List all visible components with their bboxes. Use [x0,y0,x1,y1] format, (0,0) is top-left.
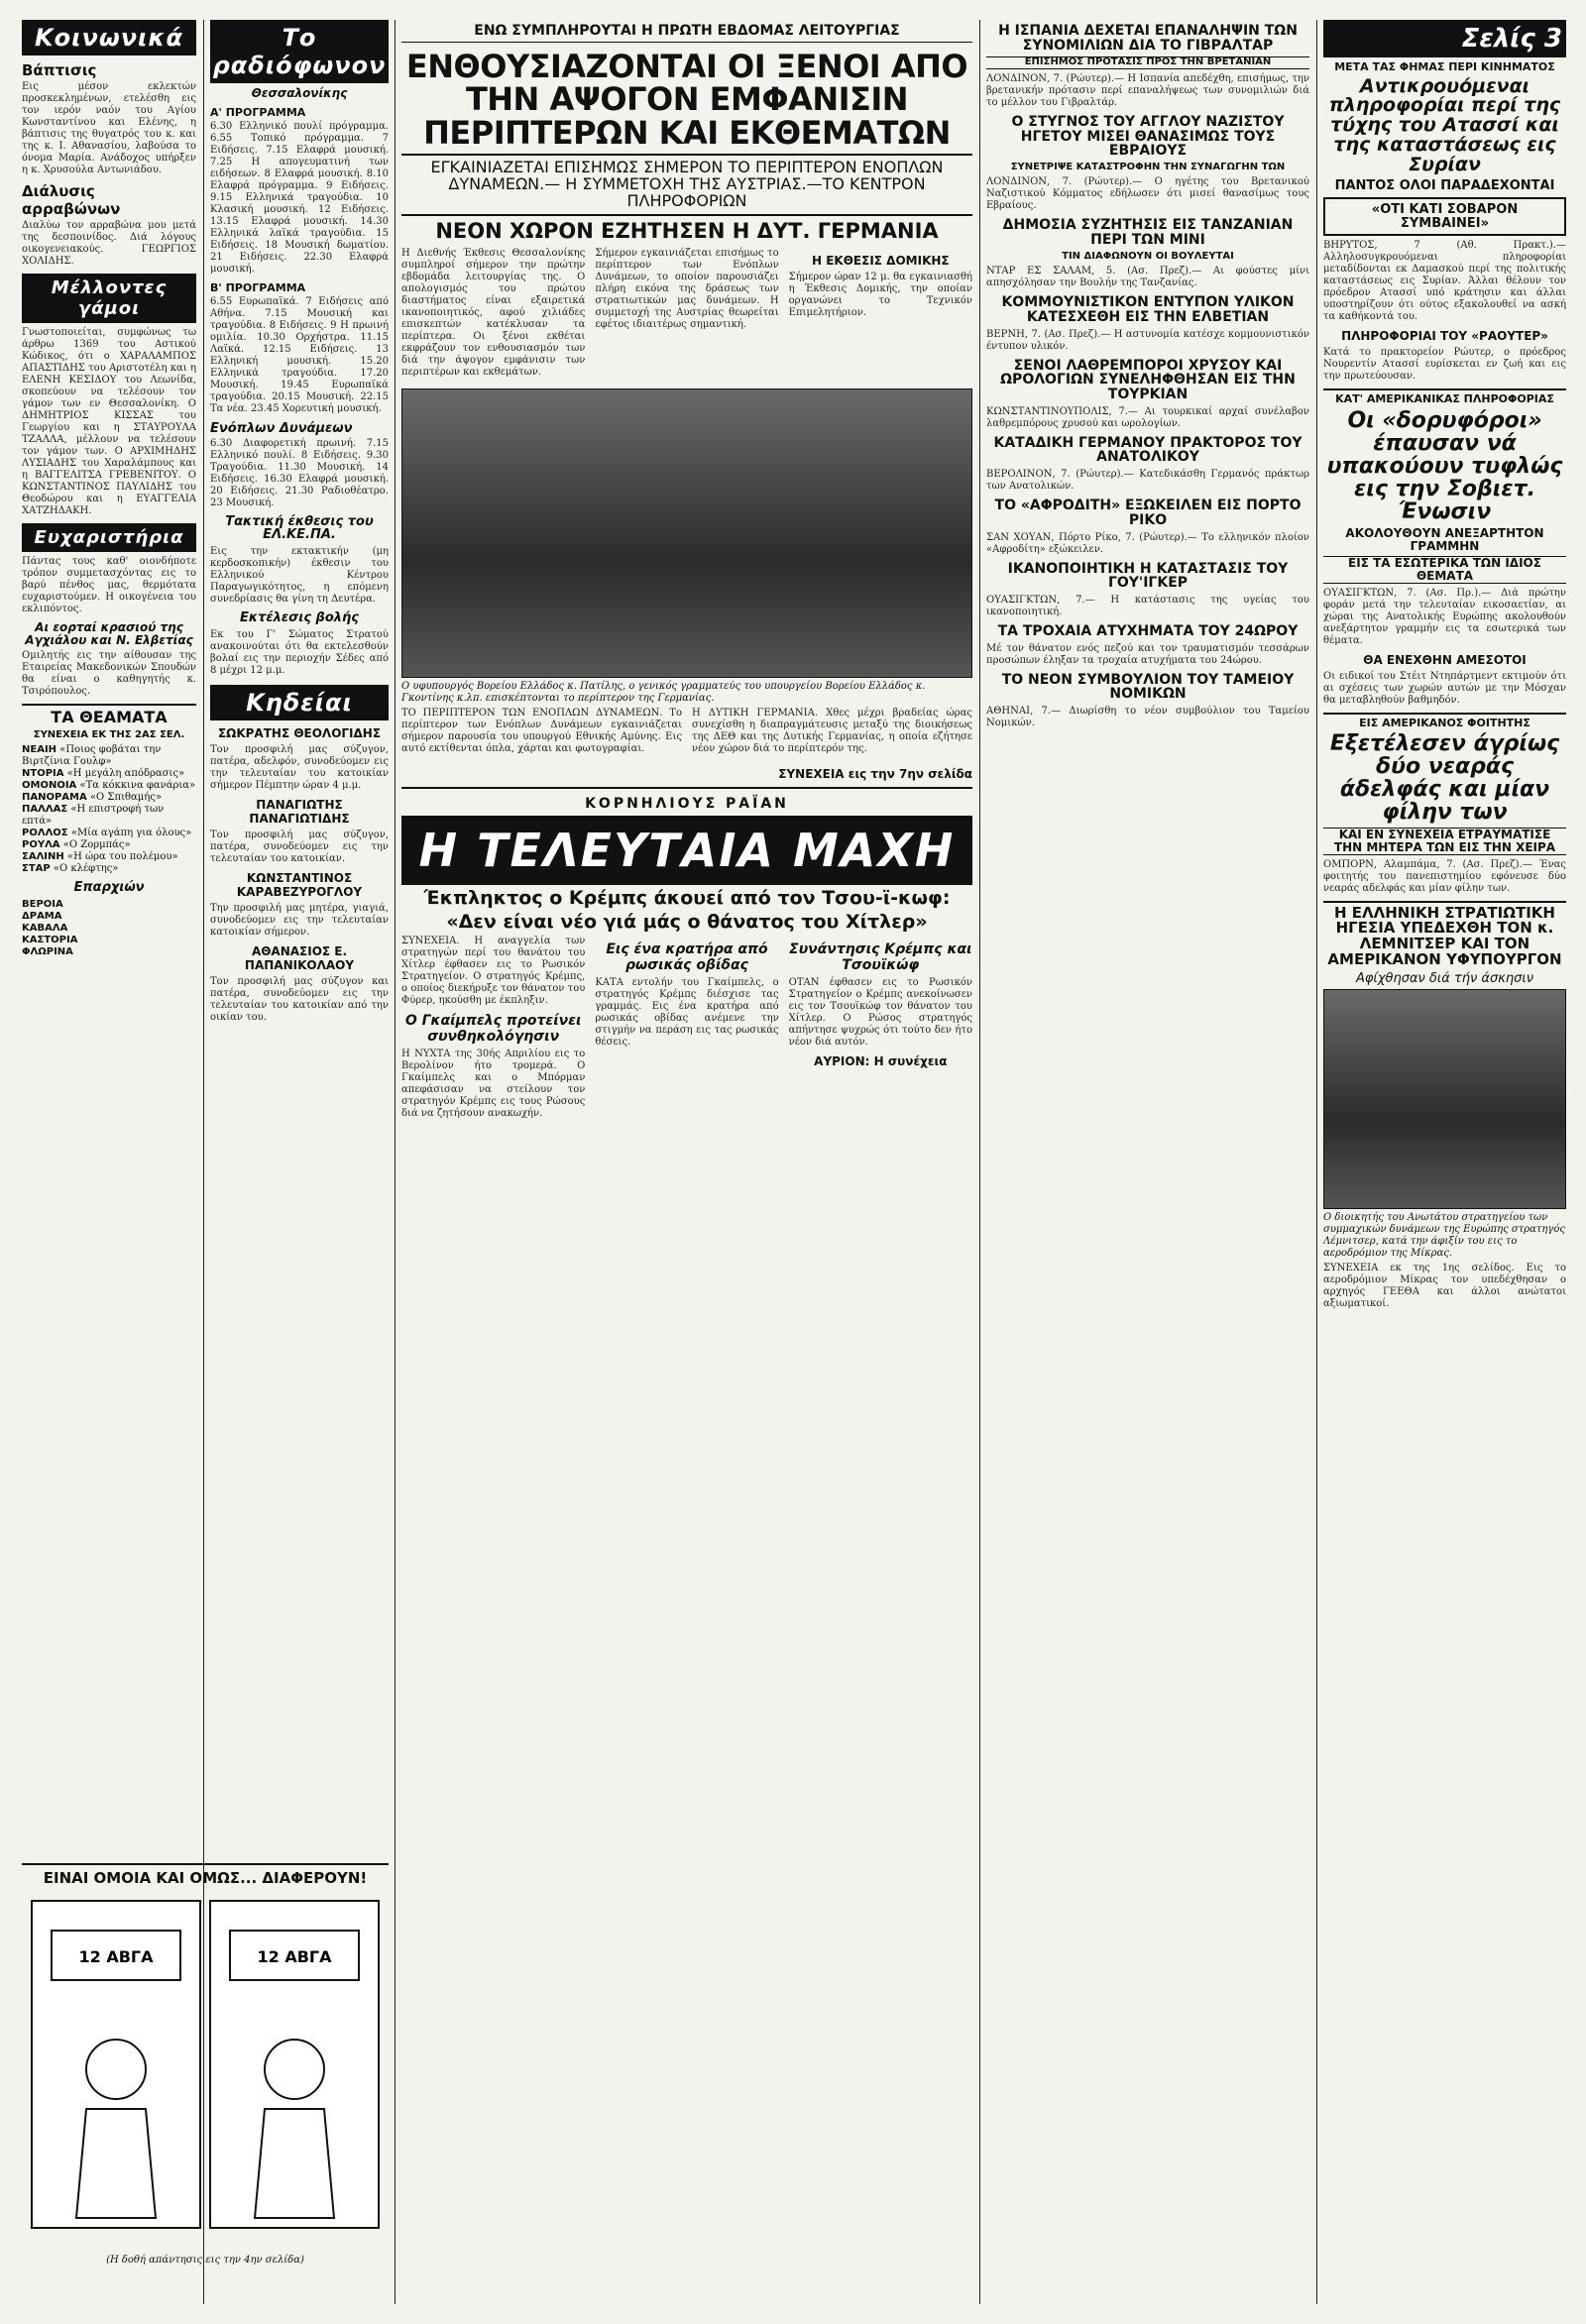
article-text: ΚΑΤΑ εντολήν του Γκαίμπελς, ο στρατηγός Κρέμπς διέσχισε τας γραμμάς. Εις ένα κρατήρα από ρωσικάς οβίδας ανέμενε την στιγμήν να περάση εις τας ρωσικάς θέσεις. [595,977,779,1049]
news-headline: Οι «δορυφόροι» έπαυσαν νά υπακούουν τυφλώς εις την Σοβιετ. Ένωσιν [1326,407,1563,525]
cartoon [22,1863,389,2301]
list-item: ΟΜΟΝΟΙΑ «Τα κόκκινα φανάρια» [22,780,196,792]
news-headline: Ο ΣΤΥΓΝΟΣ ΤΟΥ ΑΓΓΛΟΥ ΝΑΖΙΣΤΟΥ ΗΓΕΤΟΥ ΜΙΣΕΙ ΘΑΝΑΣΙΜΩΣ ΤΟΥΣ ΕΒΡΑΙΟΥΣ [1011,113,1285,160]
news-kicker: ΚΑΤ' ΑΜΕΡΙΚΑΝΙΚΑΣ ΠΛΗΡΟΦΟΡΙΑΣ [1323,388,1566,405]
province-title: Επαρχιών [73,880,145,896]
continue-note: ΣΥΝΕΧΕΙΑ εις την 7ην σελίδα [778,766,972,781]
tactic-title: Τακτική έκθεσις του ΕΛ.ΚΕ.ΠΑ. [225,513,374,543]
news-quote: «ΟΤΙ ΚΑΤΙ ΣΟΒΑΡΟΝ ΣΥΜΒΑΙΝΕΙ» [1323,197,1566,236]
news-text: ΛΟΝΔΙΝΟΝ, 7. (Ρώυτερ).— Ο ηγέτης του Βρετανικού Ναζιστικού Κόμματος εδήλωσεν ότι μισεί θανασίμως τους Εβραίους. [986,176,1309,212]
news-subhead: ΠΛΗΡΟΦΟΡΙΑΙ ΤΟΥ «ΡΑΟΥΤΕΡ» [1341,329,1548,344]
column-rule [979,20,980,2304]
list-item: ΦΛΩΡΙΝΑ [22,946,73,958]
news-text: ΣΥΝΕΧΕΙΑ εκ της 1ης σελίδος. Εις το αεροδρόμιον Μίκρας τον υπεδέχθησαν ο αρχηγός ΓΕΕΘΑ και άλλοι ανώτατοι αξιωματικοί. [1323,1263,1566,1310]
article-text: ΤΟ ΠΕΡΙΠΤΕΡΟΝ ΤΩΝ ΕΝΟΠΛΩΝ ΔΥΝΑΜΕΩΝ. Το περίπτερον των Ενόπλων Δυνάμεων εγκαινιάζεται σήμερον παρουσία του υπουργού Εθνικής Αμύνης. Εις αυτό εκτίθενται όπλα, χάρται και φωτογραφίαι. [401,707,682,754]
fair-photo-caption: Ο υφυπουργός Βορείου Ελλάδος κ. Πατίλης, ο γενικός γραμματεύς του υπουργείου Βορείου Ελλάδος κ. Γκοντίνης κ.λπ. επισκέπτονται το περίπτερον της Γερμανίας. [401,680,926,704]
tactic-text: Εις την εκτακτικήν (μη κερδοσκοπικήν) έκθεσιν του Ελληνικού Κέντρου Παραγωγικότητος, η επόμενη συνεδρίασις θα γίνη τη Δευτέρα. [210,545,389,605]
news-headline: ΔΗΜΟΣΙΑ ΣΥΖΗΤΗΣΙΣ ΕΙΣ ΤΑΝΖΑΝΙΑΝ ΠΕΡΙ ΤΩΝ ΜΙΝΙ [1002,217,1294,249]
serial [401,787,972,1127]
list-item: ΚΑΣΤΟΡΙΑ [22,935,78,946]
article-text: ΟΤΑΝ έφθασεν εις το Ρωσικόν Στρατηγείον ο Κρέμπς ανεκοίνωσεν εις τον Τσουϊκώφ τον θάνατον του Χίτλερ. Ο Ρώσος στρατηγός απήντησε ψυχρώς ότι τούτο δεν ήτο νέον διά αυτόν. [788,977,972,1049]
list-item: ΔΡΑΜΑ [22,911,62,923]
serial-next: ΑΥΡΙΟΝ: Η συνέχεια [814,1054,948,1069]
list-item: ΠΑΝΟΡΑΜΑ «Ο Σπιθαμής» [22,792,162,804]
news-text: ΚΩΝΣΤΑΝΤΙΝΟΥΠΟΛΙΣ, 7.— Αι τουρκικαί αρχαί συνέλαβον λαθρεμπόρους χρυσού και ωρολογίων. [986,405,1309,429]
news-headline: ΚΑΤΑΔΙΚΗ ΓΕΡΜΑΝΟΥ ΠΡΑΚΤΟΡΟΣ ΤΟΥ ΑΝΑΤΟΛΙΚΟΥ [993,434,1303,466]
serial-title: Η ΤΕΛΕΥΤΑΙΑ ΜΑΧΗ [401,816,972,885]
news-subhead: ΤΙΝ ΔΙΑΦΩΝΟΥΝ ΟΙ ΒΟΥΛΕΥΤΑΙ [1062,250,1234,262]
cartoon-sign-left: 12 ΑΒΓΑ [78,1946,154,1966]
cartoon-sign-right: 12 ΑΒΓΑ [257,1946,332,1966]
arrival-photo [1323,989,1566,1209]
news-deck: ΑΚΟΛΟΥΘΟΥΝ ΑΝΕΞΑΡΤΗΤΟΝ ΓΡΑΜΜΗΝ [1345,526,1544,553]
box-title: Η ΕΚΘΕΣΙΣ ΔΟΜΙΚΗΣ [812,253,950,268]
section-text: Εις μέσον εκλεκτών προσκεκλημένων, ετελέσθη εις τον ιερόν ναόν του Αγίου Κωνσταντίνου και Ελένης, η βάπτισις της θυγατρός του κ. και της κ. Ι. Αθανασίου, λαβούσα το όνομα Μαρία. Ανάδοχος υπήρξεν η κ. Χρυσούλα Αντωνιάδου. [22,81,196,175]
news-text: ΛΟΝΔΙΝΟΝ, 7. (Ρώυτερ).— Η Ισπανία απεδέχθη, επισήμως, την βρετανικήν πρότασιν περί επαναλήψεως των συνομιλιών διά το μέλλον του Γιβραλτάρ. [986,72,1309,108]
news-text: Οι ειδικοί του Στέιτ Ντηπάρτμεντ εκτιμούν ότι αι σχέσεις των χωρών αυτών με την Μόσχαν θα μεταβληθούν βαθμηδόν. [1323,670,1566,706]
news-text: ΝΤΑΡ ΕΣ ΣΑΛΑΜ, 5. (Ασ. Πρεζ).— Αι φούστες μίνι απησχόλησαν την Βουλήν της Τανζανίας. [986,266,1309,289]
news-text: ΟΥΑΣΙΓΚΤΩΝ, 7. (Ασ. Πρ.).— Διά πρώτην φοράν μετά την τελευταίαν εικοσαετίαν, αι χώραι της Ανατολικής Ευρώπης ακολουθούν ανεξάρτητον γραμμήν εις τα εσωτερικά των θέματα. [1323,587,1566,646]
article-text: ΣΥΝΕΧΕΙΑ. Η αναγγελία των στρατηγών περί του θανάτου του Χίτλερ έφθασεν εις το Ρωσικόν Στρατηγείον. Ο στρατηγός Κρέμπς, ο οποίος διεκήρυξε τον θάνατον του Φύρερ, ηκούσθη με έκπληξιν. [401,936,586,1007]
main-headline: ΕΝΘΟΥΣΙΑΖΟΝΤΑΙ ΟΙ ΞΕΝΟΙ ΑΠΟ ΤΗΝ ΑΨΟΓΟΝ ΕΜΦΑΝΙΣΙΝ ΠΕΡΙΠΤΕΡΩΝ ΚΑΙ ΕΚΘΕΜΑΤΩΝ [405,47,968,152]
funerals-header: Κηδείαι [210,685,389,720]
funeral-name: ΣΩΚΡΑΤΗΣ ΘΕΟΛΟΓΙΔΗΣ [217,725,382,740]
news-headline: ΤΟ ΝΕΟΝ ΣΥΜΒΟΥΛΙΟΝ ΤΟΥ ΤΑΜΕΙΟΥ ΝΟΜΙΚΩΝ [1001,671,1295,703]
article-text: Η ΔΥΤΙΚΗ ΓΕΡΜΑΝΙΑ. Χθες μέχρι βραδείας ώρας συνεχίσθη η διαπραγμάτευσις μεταξύ της διοικήσεως της ΔΕΘ και της Δυτικής Γερμανίας, η οποία εζήτησε νέον χώρον διά το περίπτερόν της. [692,707,972,754]
news-subhead: ΘΑ ΕΝΕΧΘΗΝ ΑΜΕΣΟΤΟΙ [1363,652,1527,667]
news-deck: Αφίχθησαν διά τήν άσκησιν [1355,970,1534,986]
box-text: Σήμερον ώραν 12 μ. θα εγκαινιασθή η Έκθεσις Δομικής, την οποίαν οργανώνει το Τεχνικόν Επιμελητήριον. [788,271,972,318]
list-item: ΡΟΛΛΟΣ «Μία αγάπη για όλους» [22,828,192,839]
news-text: ΒΕΡΟΛΙΝΟΝ, 7. (Ρώυτερ).— Κατεδικάσθη Γερμανός πράκτωρ των Ανατολικών. [986,469,1309,493]
article-text: Η ΝΥΧΤΑ της 30ής Απριλίου εις το Βερολίνον ήτο τρομερά. Ο Γκαίμπελς και ο Μπόρμαν απεφάσισαν να στείλουν τον στρατηγόν Κρέμπς εις τους Ρώσους διά να ζητήσουν ανακωχήν. [401,1049,586,1120]
news-text: ΣΑΝ ΧΟΥΑΝ, Πόρτο Ρίκο, 7. (Ρώυτερ).— Το ελληνικόν πλοίον «Αφροδίτη» εξώκειλεν. [986,531,1309,555]
section-text: Πάντας τους καθ' οιονδήποτε τρόπον συμμετασχόντας εις το βαρύ πένθος μας, θερμότατα ευχαριστούμεν. Η οικογένεια του εκλιπόντος. [22,556,196,614]
program-b-title: Β' ΠΡΟΓΡΑΜΜΑ [210,280,306,294]
funeral-name: ΠΑΝΑΓΙΩΤΗΣ ΠΑΝΑΓΙΩΤΙΔΗΣ [249,797,350,826]
news-deck: ΚΑΙ ΕΝ ΣΥΝΕΧΕΙΑ ΕΤΡΑΥΜΑΤΙΣΕ ΤΗΝ ΜΗΤΕΡΑ ΤΩΝ ΕΙΣ ΤΗΝ ΧΕΙΡΑ [1323,828,1566,854]
section-title: Διάλυσις αρραβώνων [22,182,121,218]
cartoon-caption: (Η δοθή απάντησις εις την 4ην σελίδα) [106,2254,304,2266]
program-b-text: 6.55 Ευρωπαϊκά. 7 Ειδήσεις από Αθήνα. 7.15 Μουσική και τραγούδια. 8 Ειδήσεις. 9 Η πρωινή ομιλία. 10.30 Ορχήστρα. 11.15 Λαϊκά. 12.15 Ειδήσεις. 13 Ελληνική μουσική. 15.20 Ελληνικά τραγούδια. 17.20 Μουσική. 19.45 Ευρωπαϊκά τραγούδια. 20.15 Μουσική. 22.15 Τα νέα. 23.45 Χορευτική μουσική. [210,295,389,414]
serial-heading: Συνάντησις Κρέμπς και Τσουϊκώφ [789,941,972,974]
news-text: ΟΜΠΟΡΝ, Αλαμπάμα, 7. (Ασ. Πρεζ).— Ένας φοιτητής του πανεπιστημίου εφόνευσε δύο νεαράς αδελφάς και μίαν φίλην των. [1323,858,1566,894]
funeral-name: ΑΘΑΝΑΣΙΟΣ Ε. ΠΑΠΑΝΙΚΟΛΑΟΥ [244,943,355,972]
section-title: Βάπτισις [22,61,97,79]
news-headline: ΣΕΝΟΙ ΛΑΘΡΕΜΠΟΡΟΙ ΧΡΥΣΟΥ ΚΑΙ ΩΡΟΛΟΓΙΩΝ ΣΥΝΕΛΗΦΘΗΣΑΝ ΕΙΣ ΤΗΝ ΤΟΥΡΚΙΑΝ [1000,357,1296,403]
section-text: Διαλύω τον αρραβώνα μου μετά της δεσποινίδος. Διά λόγους οικογενειακούς. ΓΕΩΡΓΙΟΣ ΧΟΛΙΔΗΣ. [22,220,196,267]
armed-forces-title: Ενόπλων Δυνάμεων [210,420,353,436]
list-item: ΝΤΟΡΙΑ «Η μεγάλη απόδρασις» [22,768,185,780]
serial-heading: Εις ένα κρατήρα από ρωσικάς οβίδας [606,941,768,974]
feast-text: Ομιλητής εις την αίθουσαν της Εταιρείας Μακεδονικών Σπουδών θα είναι ο καθηγητής κ. Τσιρόπουλος. [22,650,196,698]
serial-sub1: Έκπληκτος ο Κρέμπς άκουεί από τον Τσου-ϊ-κωφ: [423,886,951,909]
list-item: ΣΑΛΙΝΗ «Η ώρα του πολέμου» [22,851,178,863]
column-main [401,20,972,2304]
funeral-text: Τον προσφιλή μας σύζυγον, πατέρα, αδελφόν, συνοδεύομεν εις την τελευταίαν του κατοικίαν σήμερον Πέμπτην ώραν 4 μ.μ. [210,743,389,791]
main-deck: ΕΓΚΑΙΝΙΑΖΕΤΑΙ ΕΠΙΣΗΜΩΣ ΣΗΜΕΡΟΝ ΤΟ ΠΕΡΙΠΤΕΡΟΝ ΕΝΟΠΛΩΝ ΔΥΝΑΜΕΩΝ.— Η ΣΥΜΜΕΤΟΧΗ ΤΗΣ ΑΥΣΤΡΙΑΣ.—ΤΟ ΚΕΝΤΡΟΝ ΠΛΗΡΟΦΟΡΙΩΝ [401,154,972,215]
article-text: Σήμερον εγκαινιάζεται επισήμως το περίπτερον των Ενόπλων Δυνάμεων, το οποίον παρουσιάζει πλήρη εικόνα της δράσεως των στρατιωτικών μας δυνάμεων. Η συμμετοχή της Αυστρίας θεωρείται εφέτος ιδιαιτέρως σημαντική. [595,247,779,330]
funeral-text: Την προσφιλή μας μητέρα, γιαγιά, συνοδεύομεν εις την τελευταίαν κατοικίαν σήμερον. [210,902,389,938]
column-foreign [1323,20,1566,2304]
news-text: ΑΘΗΝΑΙ, 7.— Διωρίσθη το νέον συμβούλιον του Ταμείου Νομικών. [986,705,1309,728]
article-text: Η Διεθνής Έκθεσις Θεσσαλονίκης συμπληροί σήμερον την πρώτην εβδομάδα λειτουργίας της. Ο απολογισμός του πρώτου διαστήματος είναι εξαιρετικά ικανοποιητικός, αφού χιλιάδες επισκεπτών κατέκλυσαν τα περίπτερα. Οι ξένοι εκθέται εκφράζουν τον ενθουσιασμόν των διά την άψογον εμφάνισιν των περιπτέρων και εκθεμάτων. [401,247,586,378]
news-text: ΒΗΡΥΤΟΣ, 7 (Αθ. Πρακτ.).— Αλληλοσυγκρουόμεναι πληροφορίαι μεταδίδονται εκ Δαμασκού περί της πολιτικής καταστάσεως εις Συρίαν. Άλλαι θέλουν τον πρόεδρον Ατασσί υπό κράτησιν και άλλαι υποστηρίζουν ότι ούτος εξακολουθεί να ασκή τα καθήκοντά του. [1323,240,1566,323]
news-kicker: ΜΕΤΑ ΤΑΣ ΦΗΜΑΣ ΠΕΡΙ ΚΙΝΗΜΑΤΟΣ [1334,60,1555,73]
column-rule [395,20,396,2304]
arrival-photo-caption: Ο διοικητής του Ανωτάτου στρατηγείου των συμμαχικών δυνάμεων της Ευρώπης στρατηγός Λέμνιτσερ, κατά την άφιξίν του εις το αεροδρόμιον της Μίκρας. [1323,1212,1565,1260]
page-number: Σελίς 3 [1323,20,1566,57]
funeral-text: Τον προσφιλή μας σύζυγον και πατέρα, συνοδεύομεν εις την τελευταίαν του κατοικίαν από την οικίαν του. [210,975,389,1023]
list-item: ΠΑΛΛΑΣ «Η επιστροφή των επτά» [22,804,165,828]
section-text: Γνωστοποιείται, συμφώνως τω άρθρω 1369 του Αστικού Κώδικος, ότι ο ΧΑΡΑΛΑΜΠΟΣ ΑΠΑΣΤΙΔΗΣ του Αριστοτέλη και η ΕΛΕΝΗ ΚΕΣΙΔΟΥ του Λεωνίδα, σκοπεύουν να τελέσουν τον γάμον των εν Θεσσαλονίκη. Ο ΔΗΜΗΤΡΙΟΣ ΚΙΣΣΑΣ του Γεωργίου και η ΣΤΑΥΡΟΥΛΑ ΤΖΑΛΛΑ, μέλλουν να τελέσουν τον γάμον των. Ο ΑΡΧΙΜΗΔΗΣ ΛΥΣΙΑΔΗΣ του Χαραλάμπους και η ΒΑΓΓΕΛΙΤΣΑ ΓΡΕΒΕΝΙΤΟΥ. Ο ΚΩΝΣΤΑΝΤΙΝΟΣ ΠΑΥΛΙΔΗΣ του Θεοδώρου και η ΕΥΑΓΓΕΛΙΑ ΧΑΤΖΗΔΑΚΗ. [22,327,196,516]
funeral-text: Τον προσφιλή μας σύζυγον, πατέρα, συνοδεύομεν εις την τελευταίαν του κατοικίαν. [210,829,389,864]
theatres-subtitle: ΣΥΝΕΧΕΙΑ ΕΚ ΤΗΣ 2ΑΣ ΣΕΛ. [33,728,185,740]
radio-subheader: Θεσσαλονίκης [251,86,348,100]
feast-title: Αι εορταί κρασιού της Αγχιάλου και Ν. Ελβετίας [25,620,193,647]
news-headline: Η ΕΛΛΗΝΙΚΗ ΣΤΡΑΤΙΩΤΙΚΗ ΗΓΕΣΙΑ ΥΠΕΔΕΧΘΗ ΤΟΝ κ. ΛΕΜΝΙΤΣΕΡ ΚΑΙ ΤΟΝ ΑΜΕΡΙΚΑΝΟΝ ΥΦΥΠΟΥΡΓΟΝ [1323,901,1566,968]
theatres-title: ΤΑ ΘΕΑΜΑΤΑ [22,704,196,726]
column-radio [210,20,389,1848]
society-header: Κοινωνικά [22,20,196,55]
news-headline: ΤΟ «ΑΦΡΟΔΙΤΗ» ΕΞΩΚΕΙΛΕΝ ΕΙΣ ΠΟΡΤΟ ΡΙΚΟ [994,498,1302,528]
news-headline: ΙΚΑΝΟΠΟΙΗΤΙΚΗ Η ΚΑΤΑΣΤΑΣΙΣ ΤΟΥ ΓΟΥ'ΙΓΚΕΡ [1007,560,1289,592]
exec-text: Εκ του Γ' Σώματος Στρατού ανακοινούται ότι θα εκτελεσθούν βολαί εις την περιοχήν Σέδες από 8 μέχρι 12 μ.μ. [210,628,389,676]
cartoon-drawing [22,1891,389,2248]
main-subhead: ΝΕΟΝ ΧΩΡΟΝ ΕΖΗΤΗΣΕΝ Η ΔΥΤ. ΓΕΡΜΑΝΙΑ [435,218,939,243]
news-headline: ΚΟΜΜΟΥΝΙΣΤΙΚΟΝ ΕΝΤΥΠΟΝ ΥΛΙΚΟΝ ΚΑΤΕΣΧΕΘΗ ΕΙΣ ΤΗΝ ΕΛΒΕΤΙΑΝ [1001,294,1295,325]
news-text: ΟΥΑΣΙΓΚΤΩΝ, 7.— Η κατάστασις της υγείας του ικανοποιητική. [986,594,1309,617]
list-item: ΒΕΡΟΙΑ [22,899,63,911]
serial-heading: Ο Γκαίμπελς προτείνει συνθηκολόγησιν [404,1013,582,1046]
program-a-title: Α' ΠΡΟΓΡΑΜΜΑ [210,105,306,119]
radio-header: Το ραδιόφωνον [210,20,389,83]
thanks-header: Ευχαριστήρια [22,523,196,552]
news-deck: ΠΑΝΤΟΣ ΟΛΟΙ ΠΑΡΑΔΕΧΟΝΤΑΙ [1334,178,1555,194]
news-text: Μέ τον θάνατον ενός πεζού και τον τραυματισμόν τεσσάρων προσώπων έληξαν τα τροχαία ατυχήματα του 24ώρου. [986,642,1309,666]
news-headline: Αντικρουόμεναι πληροφορίαι περί της τύχης του Ατασσί και της καταστάσεως εις Συρίαν [1328,74,1561,176]
news-text: Κατά το πρακτορείον Ρώυτερ, ο πρόεδρος Νουρεντίν Ατασσί ευρίσκεται εν ζωή και εις την πρωτεύουσαν. [1323,347,1566,383]
news-kicker: ΕΙΣ ΑΜΕΡΙΚΑΝΟΣ ΦΟΙΤΗΤΗΣ [1323,713,1566,729]
list-item: ΝΕΑΙΗ «Ποιος φοβάται την Βιρτζίνια Γουλφ» [22,744,162,768]
list-item: ΡΟΥΛΑ «Ο Ζορμπάς» [22,839,131,851]
serial-sub2: «Δεν είναι νέο γιά μάς ο θάνατος του Χίτλερ» [446,910,928,933]
news-headline: Η ΙΣΠΑΝΙΑ ΔΕΧΕΤΑΙ ΕΠΑΝΑΛΗΨΙΝ ΤΩΝ ΣΥΝΟΜΙΛΙΩΝ ΔΙΑ ΤΟ ΓΙΒΡΑΛΤΑΡ [998,23,1298,54]
column-rule [1316,20,1317,2304]
news-headline: ΤΑ ΤΡΟΧΑΙΑ ΑΤΥΧΗΜΑΤΑ ΤΟΥ 24ΩΡΟΥ [997,622,1299,639]
column-world [986,20,1309,2304]
armed-forces-text: 6.30 Διαφορετική πρωινή. 7.15 Ελληνικό πουλί. 8 Ειδήσεις. 9.30 Τραγούδια. 11.30 Μουσική. 14 Ειδήσεις. 16.30 Ελαφρά μουσική. 20 Ειδήσεις. 21.30 Ραδιοθέατρο. 23 Μουσική. [210,437,389,508]
cartoon-title: ΕΙΝΑΙ ΟΜΟΙΑ ΚΑΙ ΟΜΩΣ... ΔΙΑΦΕΡΟΥΝ! [43,1869,368,1887]
main-kicker: ΕΝΩ ΣΥΜΠΛΗΡΟΥΤΑΙ Η ΠΡΩΤΗ ΕΒΔΟΜΑΣ ΛΕΙΤΟΥΡΓΙΑΣ [401,24,972,43]
weddings-header: Μέλλοντες γάμοι [22,274,196,323]
serial-author: ΚΟΡΝΗΛΙΟΥΣ ΡΑΪΑΝ [585,795,789,812]
fair-photo [401,388,972,678]
exec-title: Εκτέλεσις βολής [240,609,359,625]
list-item: ΚΑΒΑΛΑ [22,923,68,935]
news-deck: ΕΙΣ ΤΑ ΕΣΩΤΕΡΙΚΑ ΤΩΝ ΙΔΙΟΣ ΘΕΜΑΤΑ [1323,556,1566,583]
funeral-name: ΚΩΝΣΤΑΝΤΙΝΟΣ ΚΑΡΑΒΕΖΥΡΟΓΛΟΥ [236,870,363,899]
theatres-list [22,744,196,875]
program-a-text: 6.30 Ελληνικό πουλί πρόγραμμα. 6.55 Τοπικό πρόγραμμα. 7 Ειδήσεις. 7.15 Ελαφρά μουσική. 7.25 Η απογευματινή των ειδήσεων. 8 Ελαφρά μουσική. 8.10 Ελαφρά πρόγραμμα. 9 Ειδήσεις. 9.15 Ελληνικά τραγούδια. 10 Κλασική μουσική. 12 Ειδήσεις. 13.15 Ελαφρά μουσική. 14.30 Ελληνικά λαϊκά τραγούδια. 15 Ειδήσεις. 18 Μουσική δωματίου. 21 Ειδήσεις. 22.30 Ελαφρά μουσική. [210,120,389,275]
news-headline: Εξετέλεσεν άγρίως δύο νεαράς άδελφάς και μίαν φίλην των [1329,731,1560,826]
news-subhead: ΣΥΝΕΤΡΙΨΕ ΚΑΤΑΣΤΡΟΦΗΝ ΤΗΝ ΣΥΝΑΓΩΓΗΝ ΤΩΝ [1010,161,1286,172]
list-item: ΣΤΑΡ «Ο κλέφτης» [22,863,119,875]
news-subhead: ΕΠΙΣΗΜΟΣ ΠΡΟΤΑΣΙΣ ΠΡΟΣ ΤΗΝ ΒΡΕΤΑΝΙΑΝ [986,56,1309,69]
news-text: ΒΕΡΝΗ, 7. (Ασ. Πρεζ).— Η αστυνομία κατέσχε κομμουνιστικόν έντυπον υλικόν. [986,328,1309,352]
